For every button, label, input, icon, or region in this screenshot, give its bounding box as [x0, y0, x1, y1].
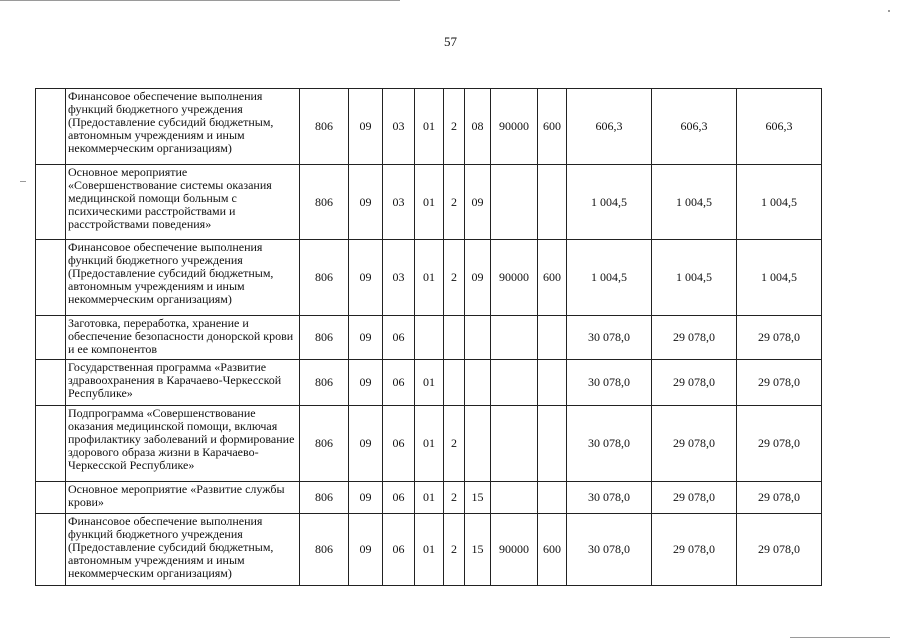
- row-number-cell: [36, 482, 66, 514]
- subprogram-code: 2: [444, 406, 465, 482]
- ved-code: 806: [300, 165, 349, 240]
- subprogram-code: [444, 316, 465, 360]
- ved-code: 806: [300, 89, 349, 165]
- amount-year-2: 29 078,0: [652, 482, 737, 514]
- amount-year-2: 29 078,0: [652, 406, 737, 482]
- program-code: 01: [415, 165, 444, 240]
- item-name: Финансовое обеспечение выполнения функций бюджетного учреждения (Предоставление субсидий бюджетным, автономным учреждениям и иным некоммерческим организациям): [66, 240, 300, 316]
- amount-year-2: 29 078,0: [652, 316, 737, 360]
- program-code: 01: [415, 482, 444, 514]
- page-number: 57: [444, 34, 457, 49]
- item-name: Финансовое обеспечение выполнения функций бюджетного учреждения (Предоставление субсидий бюджетным, автономным учреждениям и иным некоммерческим организациям): [66, 89, 300, 165]
- amount-year-1: 1 004,5: [567, 240, 652, 316]
- direction-code: [491, 165, 538, 240]
- subprogram-code: 2: [444, 165, 465, 240]
- amount-year-1: 30 078,0: [567, 482, 652, 514]
- measure-code: [465, 406, 491, 482]
- expense-type-code: 600: [538, 89, 567, 165]
- row-number-cell: [36, 89, 66, 165]
- amount-year-3: 1 004,5: [737, 240, 822, 316]
- expense-type-code: [538, 482, 567, 514]
- amount-year-3: 606,3: [737, 89, 822, 165]
- measure-code: 08: [465, 89, 491, 165]
- row-number-cell: [36, 406, 66, 482]
- section-code: 09: [349, 360, 383, 406]
- item-name: Основное мероприятие «Совершенствование системы оказания медицинской помощи больным с психическими расстройствами и расстройствами поведения»: [66, 165, 300, 240]
- table-row: [36, 360, 822, 406]
- section-code: 09: [349, 482, 383, 514]
- budget-table: [35, 88, 822, 586]
- direction-code: [491, 406, 538, 482]
- amount-year-2: 1 004,5: [652, 240, 737, 316]
- section-code: 09: [349, 316, 383, 360]
- subprogram-code: [444, 360, 465, 406]
- amount-year-2: 1 004,5: [652, 165, 737, 240]
- direction-code: [491, 316, 538, 360]
- amount-year-2: 606,3: [652, 89, 737, 165]
- subprogram-code: 2: [444, 482, 465, 514]
- amount-year-3: 29 078,0: [737, 482, 822, 514]
- subsection-code: 03: [383, 89, 415, 165]
- measure-code: 09: [465, 240, 491, 316]
- expense-type-code: [538, 406, 567, 482]
- scan-artifact-top-line: [0, 0, 400, 1]
- item-name: Основное мероприятие «Развитие службы крови»: [66, 482, 300, 514]
- measure-code: 15: [465, 482, 491, 514]
- measure-code: [465, 316, 491, 360]
- subsection-code: 06: [383, 406, 415, 482]
- program-code: [415, 316, 444, 360]
- table-row: [36, 514, 822, 586]
- amount-year-3: 29 078,0: [737, 316, 822, 360]
- program-code: 01: [415, 406, 444, 482]
- row-number-cell: [36, 360, 66, 406]
- subprogram-code: 2: [444, 514, 465, 586]
- item-name: Подпрограмма «Совершенствование оказания медицинской помощи, включая профилактику заболеваний и формирование здорового образа жизни в Карачаево-Черкесской Республике»: [66, 406, 300, 482]
- expense-type-code: 600: [538, 240, 567, 316]
- program-code: 01: [415, 514, 444, 586]
- amount-year-1: 30 078,0: [567, 316, 652, 360]
- section-code: 09: [349, 406, 383, 482]
- subsection-code: 06: [383, 482, 415, 514]
- amount-year-1: 30 078,0: [567, 360, 652, 406]
- amount-year-1: 1 004,5: [567, 165, 652, 240]
- table-row: [36, 406, 822, 482]
- measure-code: [465, 360, 491, 406]
- direction-code: 90000: [491, 240, 538, 316]
- amount-year-1: 606,3: [567, 89, 652, 165]
- subsection-code: 06: [383, 316, 415, 360]
- direction-code: [491, 482, 538, 514]
- scan-artifact-right-edge: [888, 10, 890, 12]
- amount-year-3: 29 078,0: [737, 360, 822, 406]
- expense-type-code: [538, 316, 567, 360]
- amount-year-3: 1 004,5: [737, 165, 822, 240]
- direction-code: 90000: [491, 89, 538, 165]
- item-name: Государственная программа «Развитие здравоохранения в Карачаево-Черкесской Республике»: [66, 360, 300, 406]
- item-name: Финансовое обеспечение выполнения функций бюджетного учреждения (Предоставление субсидий бюджетным, автономным учреждениям и иным некоммерческим организациям): [66, 514, 300, 586]
- table-row: [36, 240, 822, 316]
- subprogram-code: 2: [444, 89, 465, 165]
- subsection-code: 06: [383, 360, 415, 406]
- amount-year-3: 29 078,0: [737, 514, 822, 586]
- expense-type-code: 600: [538, 514, 567, 586]
- ved-code: 806: [300, 406, 349, 482]
- measure-code: 15: [465, 514, 491, 586]
- scan-artifact-left-mark: [20, 181, 26, 182]
- direction-code: [491, 360, 538, 406]
- subsection-code: 03: [383, 240, 415, 316]
- table-row: [36, 316, 822, 360]
- section-code: 09: [349, 240, 383, 316]
- section-code: 09: [349, 89, 383, 165]
- amount-year-2: 29 078,0: [652, 514, 737, 586]
- ved-code: 806: [300, 514, 349, 586]
- subsection-code: 06: [383, 514, 415, 586]
- program-code: 01: [415, 89, 444, 165]
- row-number-cell: [36, 514, 66, 586]
- program-code: 01: [415, 360, 444, 406]
- item-name: Заготовка, переработка, хранение и обеспечение безопасности донорской крови и ее компонентов: [66, 316, 300, 360]
- amount-year-1: 30 078,0: [567, 406, 652, 482]
- amount-year-3: 29 078,0: [737, 406, 822, 482]
- ved-code: 806: [300, 482, 349, 514]
- ved-code: 806: [300, 240, 349, 316]
- ved-code: 806: [300, 316, 349, 360]
- table-row: [36, 165, 822, 240]
- section-code: 09: [349, 514, 383, 586]
- row-number-cell: [36, 316, 66, 360]
- expense-type-code: [538, 360, 567, 406]
- direction-code: 90000: [491, 514, 538, 586]
- table-row: [36, 482, 822, 514]
- subprogram-code: 2: [444, 240, 465, 316]
- row-number-cell: [36, 165, 66, 240]
- expense-type-code: [538, 165, 567, 240]
- subsection-code: 03: [383, 165, 415, 240]
- section-code: 09: [349, 165, 383, 240]
- row-number-cell: [36, 240, 66, 316]
- table-row: [36, 89, 822, 165]
- program-code: 01: [415, 240, 444, 316]
- amount-year-2: 29 078,0: [652, 360, 737, 406]
- amount-year-1: 30 078,0: [567, 514, 652, 586]
- ved-code: 806: [300, 360, 349, 406]
- scan-artifact-bottom-line: [790, 637, 890, 638]
- measure-code: 09: [465, 165, 491, 240]
